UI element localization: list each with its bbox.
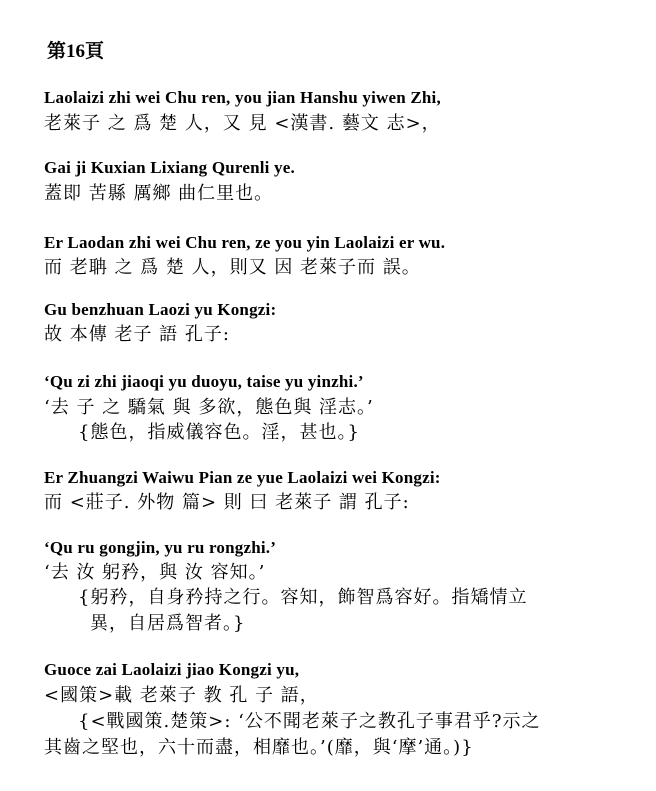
annotation-note-continued: 異，自居爲智者。} [90,613,246,634]
pinyin-line: Laolaizi zhi wei Chu ren, you jian Hanshu yiwen Zhi, [44,88,441,107]
page-header: 第16頁 [47,41,105,62]
chinese-line: 而 <莊子. 外物 篇> 則 曰 老萊子 謂 孔子: [44,492,410,513]
chinese-line: 老萊子 之 爲 楚 人，又 見 <漢書. 藝文 志>， [44,113,441,134]
chinese-line: 蓋即 苦縣 厲鄉 曲仁里也。 [44,183,274,204]
annotation-note: {躬矜，自身矜持之行。容知，飾智爲容好。指矯情立 [78,587,528,608]
pinyin-line: Gai ji Kuxian Lixiang Qurenli ye. [44,158,295,177]
pinyin-line: Er Zhuangzi Waiwu Pian ze yue Laolaizi wei Kongzi: [44,468,441,487]
annotation-note-continued: 其齒之堅也，六十而盡，相靡也。’(靡，與‘摩’通。)} [44,737,474,758]
chinese-line: 而 老聃 之 爲 楚 人，則又 因 老萊子而 誤。 [44,257,421,278]
pinyin-line: Gu benzhuan Laozi yu Kongzi: [44,300,277,319]
chinese-line: 故 本傳 老子 語 孔子: [44,324,230,345]
pinyin-line: Guoce zai Laolaizi jiao Kongzi yu, [44,660,300,679]
annotation-note: {態色，指威儀容色。淫，甚也。} [78,422,360,443]
chinese-line: ‘去 汝 躬矜，與 汝 容知。’ [44,562,266,583]
pinyin-line: ‘Qu ru gongjin, yu ru rongzhi.’ [44,538,277,557]
chinese-line: <國策>載 老萊子 教 孔 子 語， [44,685,319,706]
pinyin-line: ‘Qu zi zhi jiaoqi yu duoyu, taise yu yinzhi.’ [44,372,364,391]
chinese-line: ‘去 子 之 驕氣 與 多欲，態色與 淫志。’ [44,397,374,418]
annotation-note: {<戰國策.楚策>: ‘公不聞老萊子之教孔子事君乎?示之 [78,711,541,732]
pinyin-line: Er Laodan zhi wei Chu ren, ze you yin Laolaizi er wu. [44,233,446,252]
